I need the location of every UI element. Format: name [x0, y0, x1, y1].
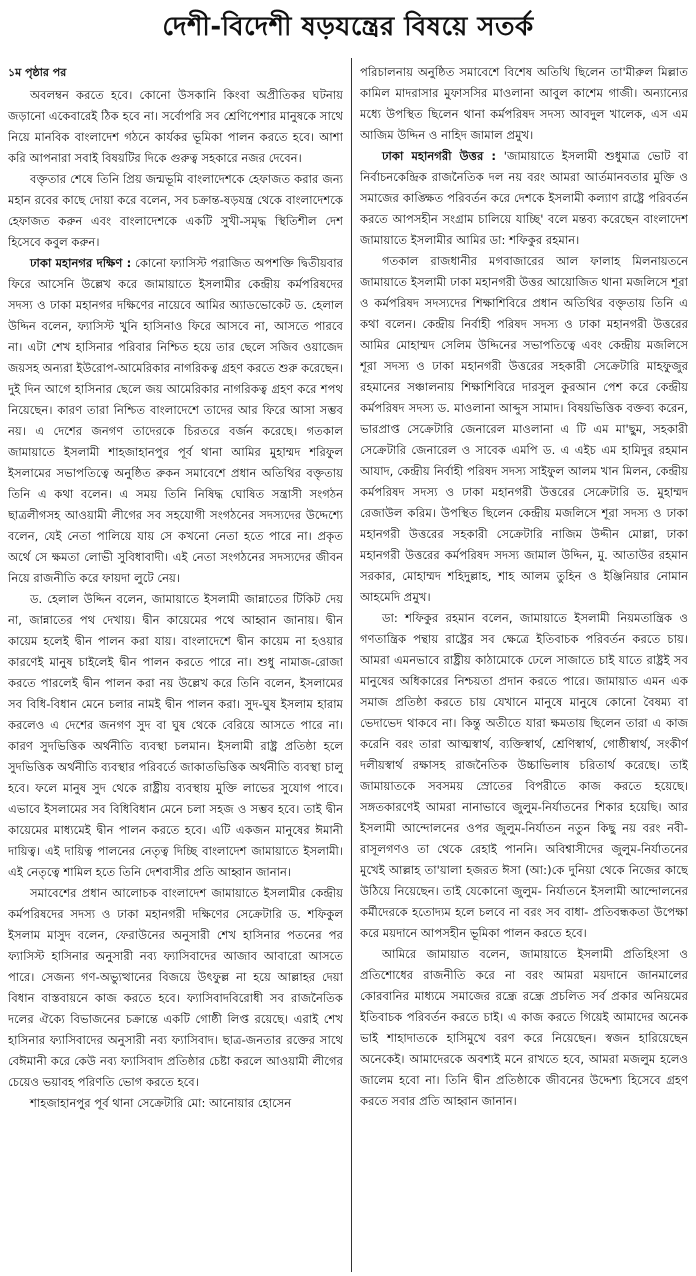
paragraph: পরিচালনায় অনুষ্ঠিত সমাবেশে বিশেষ অতিথি ছিলেন তা'মীরুল মিল্লাত কামিল মাদরাসার মুফাসসির মাওলানা আবুল কাশেম গাজী। অন্যান্যের মধ্যে উপস্থিত ছিলেন থানা কর্মপরিষদ সদস্য আবদুল খালেক, এস এম আজিম উদ্দিন ও নাহিদ জামাল প্রমুখ।: [360, 65, 688, 142]
paragraph-text: 'জামায়াতে ইসলামী শুধুমাত্র ভোট বা নির্বাচনকেন্দ্রিক রাজনৈতিক দল নয় বরং আমরা আর্তমানবতার মুক্তি ও সমাজের কাঙ্ক্ষিত পরিবর্তন করে দেশকে ইসলামী কল্যাণ রাষ্ট্রে পরিবর্তন করতে আপসহীন সংগ্রাম চালিয়ে যাচ্ছি' বলে মন্তব্য করেছেন বাংলাদেশ জামায়াতে ইসলামীর আমির ডা: শফিকুর রহমান।: [360, 149, 688, 247]
continued-label: ১ম পৃষ্ঠার পর: [8, 66, 67, 79]
paragraph: [8, 253, 343, 589]
paragraph: আমিরে জামায়াত বলেন, জামায়াতে ইসলামী প্রতিহিংসা ও প্রতিশোধের রাজনীতি করে না বরং আমরা ময়দানে জানমালের কোরবানির মাধ্যমে সমাজের রন্ধ্রে রন্ধ্রে প্রচলিত সর্ব প্রকার অনিয়মের ইতিবাচক পরিবর্তন করতে চাই। এ কাজ করতে গিয়েই আমাদের অনেক ভাই শাহাদাতকে হাসিমুখে বরণ করে নিয়েছেন। স্বজন হারিয়েছেন অনেকেই। আমাদেরকে অবশ্যই মনে রাখতে হবে, আমরা মজলুম হলেও জালেম হবো না। তিনি দ্বীন প্রতিষ্ঠাকে জীবনের উদ্দেশ্য হিসেবে গ্রহণ করতে সবার প্রতি আহ্বান জানান।: [360, 947, 688, 1108]
paragraph-text: কোনো ফ্যাসিস্ট পরাজিত অপশক্তি দ্বিতীয়বার ফিরে আসেনি উল্লেখ করে জামায়াতে ইসলামীর কেন্দ্রীয় কর্মপরিষদের সদস্য ও ঢাকা মহানগর দক্ষিণের নায়েবে আমির অ্যাডভোকেট ড. হেলাল উদ্দিন বলেন, ফ্যাসিস্ট খুনি হাসিনাও ফিরে আসবে না, আসতে পারবে না। এটা শেখ হাসিনার পরিবার নিশ্চিত হয়ে তার ছেলে সজিব ওয়াজেদ জয়সহ অন্যরা ইউরোপ-আমেরিকার নাগরিকত্ব গ্রহণ করতে শুরু করেছেন। দুই দিন আগে হাসিনার ছেলে জয় আমেরিকার নাগরিকত্ব গ্রহণ করে শপথ নিয়েছেন। কারণ তারা নিশ্চিত বাংলাদেশে তাদের আর ফিরে আসা সম্ভব নয়। এ দেশের জনগণ তাদেরকে চিরতরে বর্জন করেছে। গতকাল জামায়াতে ইসলামী শাহজাহানপুর পূর্ব থানা আমির মুহাম্মদ শরিফুল ইসলামের সভাপতিত্বে অনুষ্ঠিত রুকন সমাবেশে প্রধান অতিথির বক্তৃতায় তিনি এ কথা বলেন। এ সময় তিনি নিষিদ্ধ ঘোষিত সন্ত্রাসী সংগঠন ছাত্রলীগসহ আওয়ামী লীগের সব সহযোগী সংগঠনের সদস্যদের উদ্দেশ্যে বলেন, যেই নেতা পালিয়ে যায় সে কখনো নেতা হতে পারে না। প্রকৃত অর্থে সে ক্ষমতা লোভী সুবিধাবাদী। এই নেতা সংগঠনের সদস্যদের জীবন নিয়ে রাজনীতি করে ফায়দা লুটে নেয়।: [8, 256, 343, 585]
paragraph: বক্তৃতার শেষে তিনি প্রিয় জন্মভূমি বাংলাদেশকে হেফাজত করার জন্য মহান রবের কাছে দোয়া করে বলেন, সব চক্রান্ত-ষড়যন্ত্র থেকে বাংলাদেশকে হেফাজত করুন এবং বাংলাদেশকে একটি সুখী-সমৃদ্ধ স্থিতিশীল দেশ হিসেবে কবুল করুন।: [8, 172, 343, 249]
column-divider: [351, 58, 352, 1272]
paragraph: [360, 146, 688, 251]
paragraph: শাহজাহানপুর পূর্ব থানা সেক্রেটারি মো: আনোয়ার হোসেন: [30, 1096, 292, 1110]
paragraph: অবলম্বন করতে হবে। কোনো উসকানি কিংবা অপ্রীতিকর ঘটনায় জড়ানো একেবারেই ঠিক হবে না। সর্বোপরি সব শ্রেণিপেশার মানুষকে সাথে নিয়ে মানবিক বাংলাদেশ গঠনে কার্যকর ভূমিকা পালন করতে হবে। আশা করি আপনারা সবাই বিষয়টির দিকে গুরুত্ব সহকারে নজর দেবেন।: [8, 88, 343, 165]
paragraph: গতকাল রাজধানীর মগবাজারের আল ফালাহ মিলনায়তনে জামায়াতে ইসলামী ঢাকা মহানগরী উত্তর আয়োজিত থানা মজলিসে শূরা ও কর্মপরিষদ সদস্যদের শিক্ষাশিবিরে প্রধান অতিথির বক্তৃতায় তিনি এ কথা বলেন। কেন্দ্রীয় নির্বাহী পরিষদ সদস্য ও ঢাকা মহানগরী উত্তরের আমির মোহাম্মদ সেলিম উদ্দিনের সভাপতিত্বে এবং কেন্দ্রীয় মজলিসে শূরা সদস্য ও ঢাকা মহানগরী উত্তরের সহকারী সেক্রেটারি মাহফুজুর রহমানের সঞ্চালনায় শিক্ষাশিবিরে দারসুল কুরআন পেশ করে কেন্দ্রীয় কর্মপরিষদ সদস্য ড. মাওলানা আব্দুস সামাদ। বিষয়ভিত্তিক বক্তব্য করেন, ভারপ্রাপ্ত সেক্রেটারি জেনারেল মাওলানা এ টি এম মা'ছুম, সহকারী সেক্রেটারি জেনারেল ও সাবেক এমপি ড. এ এইচ এম হামিদুর রহমান আযাদ, কেন্দ্রীয় নির্বাহী পরিষদ সদস্য সাইফুল আলম খান মিলন, কেন্দ্রীয় কর্মপরিষদ সদস্য ও ঢাকা মহানগরী উত্তরের সেক্রেটারি ড. মুহাম্মদ রেজাউল করিম। উপস্থিত ছিলেন কেন্দ্রীয় মজলিসে শূরা সদস্য ও ঢাকা মহানগরী উত্তরের সহকারী সেক্রেটারি নাজিম উদ্দীন মোল্লা, ঢাকা মহানগরী উত্তরের কর্মপরিষদ সদস্য জামাল উদ্দিন, মু. আতাউর রহমান সরকার, মোহাম্মদ শহিদুল্লাহ, শাহ আলম তুহিন ও ইঞ্জিনিয়ার নোমান আহমেদি প্রমুখ।: [360, 254, 688, 604]
headline: দেশী-বিদেশী ষড়যন্ত্রের বিষয়ে সতর্ক: [162, 12, 534, 42]
section-lead: ঢাকা মহানগরী উত্তর :: [382, 149, 497, 163]
paragraph: সমাবেশের প্রধান আলোচক বাংলাদেশ জামায়াতে ইসলামীর কেন্দ্রীয় কর্মপরিষদের সদস্য ও ঢাকা মহানগরী দক্ষিণের সেক্রেটারি ড. শফিকুল ইসলাম মাসুদ বলেন, ফেরাউনের অনুসারী শেখ হাসিনার পতনের পর ফ্যাসিস্ট হাসিনার অনুসারী নব্য ফ্যাসিবাদের আজাব আবারো আসতে পারে। সেজন্য গণ-অভ্যুত্থানের বিজয়ে উৎফুল্ল না হয়ে আল্লাহর দেয়া বিধান বাস্তবায়নে কাজ করতে হবে। ফ্যাসিবাদবিরোধী সব রাজনৈতিক দলের ঐক্যে বিভাজনের চক্রান্তে একটি গোষ্ঠী লিপ্ত রয়েছে। এরাই শেখ হাসিনার ফ্যাসিবাদের অনুসারী নব্য ফ্যাসিবাদ। ছাত্র-জনতার রক্তের সাথে বেঈমানী করে কেউ নব্য ফ্যাসিবাদ প্রতিষ্ঠার চেষ্টা করলে আওয়ামী লীগের চেয়েও ভয়াবহ পরিণতি ভোগ করতে হবে।: [8, 886, 343, 1089]
article-column-left: [8, 62, 343, 1272]
section-lead: ঢাকা মহানগর দক্ষিণ :: [30, 256, 132, 270]
paragraph: ড. হেলাল উদ্দিন বলেন, জামায়াতে ইসলামী জান্নাতের টিকিট দেয় না, জান্নাতের পথ দেখায়। দ্বীন কায়েমের পথে আহ্বান জানায়। দ্বীন কায়েম হলেই দ্বীন পালন করা যায়। বাংলাদেশে দ্বীন কায়েম না হওয়ার কারণেই মানুষ চাইলেই দ্বীন পালন করতে পারে না। শুধু নামাজ-রোজা করতে পারলেই দ্বীন পালন করা নয় উল্লেখ করে তিনি বলেন, ইসলামের সব বিধি-বিধান মেনে চলার নামই দ্বীন পালন করা। সুদ-ঘুষ ইসলাম হারাম করলেও এ দেশের জনগণ সুদ বা ঘুষ থেকে বেরিয়ে আসতে পারে না। কারণ সুদভিত্তিক অর্থনীতি ব্যবস্থা চলমান। ইসলামী রাষ্ট্র প্রতিষ্ঠা হলে সুদভিত্তিক অর্থনীতি ব্যবস্থার পরিবর্তে জাকাতভিত্তিক অর্থনীতি ব্যবস্থা চালু হবে। ফলে মানুষ সুদ থেকে রাষ্ট্রীয় ব্যবস্থায় মুক্তি লাভের সুযোগ পাবে। এভাবে ইসলামের সব বিধিবিধান মেনে চলা সহজ ও সম্ভব হবে। তাই দ্বীন কায়েমের মাধ্যমেই দ্বীন পালন করতে হবে। এটি একজন মানুষের ঈমানী দায়িত্ব। এই দায়িত্ব পালনের নেতৃত্ব দিচ্ছি বাংলাদেশ জামায়াতে ইসলামী। এই নেতৃত্বে শামিল হতে তিনি দেশবাসীর প্রতি আহ্বান জানান।: [8, 592, 343, 879]
article-column-right: [360, 62, 688, 1272]
paragraph: ডা: শফিকুর রহমান বলেন, জামায়াতে ইসলামী নিয়মতান্ত্রিক ও গণতান্ত্রিক পন্থায় রাষ্ট্রের সব ক্ষেত্রে ইতিবাচক পরিবর্তন করতে চায়। আমরা এমনভাবে রাষ্ট্রীয় কাঠামোকে ঢেলে সাজাতে চাই যাতে রাষ্ট্রই সব মানুষের অধিকারের নিশ্চয়তা প্রদান করতে পারে। জামায়াত এমন এক সমাজ প্রতিষ্ঠা করতে চায় যেখানে মানুষে মানুষে কোনো বৈষম্য বা ভেদাভেদ থাকবে না। কিন্তু অতীতে যারা ক্ষমতায় ছিলেন তারা এ কাজ করেনি বরং তারা আত্মস্বার্থ, ব্যক্তিস্বার্থ, শ্রেণিস্বার্থ, গোষ্ঠীস্বার্থ, সংকীর্ণ দলীয়স্বার্থ রক্ষাসহ রাজনৈতিক উচ্চাভিলাষ চরিতার্থ করেছে। তাই জামায়াতকে সবসময় স্রোতের বিপরীতে কাজ করতে হয়েছে। সঙ্গতকারণেই আমরা নানাভাবে জুলুম-নির্যাতনের শিকার হয়েছি। আর ইসলামী আন্দোলনের ওপর জুলুম-নির্যাতন নতুন কিছু নয় বরং নবী-রাসূলগণও তা থেকে রেহাই পাননি। অবিশ্বাসীদের জুলুম-নির্যাতনের মুখেই আল্লাহ তা'য়ালা হজরত ঈসা (আ:)কে দুনিয়া থেকে নিজের কাছে উঠিয়ে নিয়েছেন। তাই যেকোনো জুলুম- নির্যাতনে ইসলামী আন্দোলনের কর্মীদেরকে হতোদ্যম হলে চলবে না বরং সব বাধা- প্রতিবন্ধকতা উপেক্ষা করে ময়দানে আপসহীন ভূমিকা পালন করতে হবে।: [360, 611, 688, 940]
